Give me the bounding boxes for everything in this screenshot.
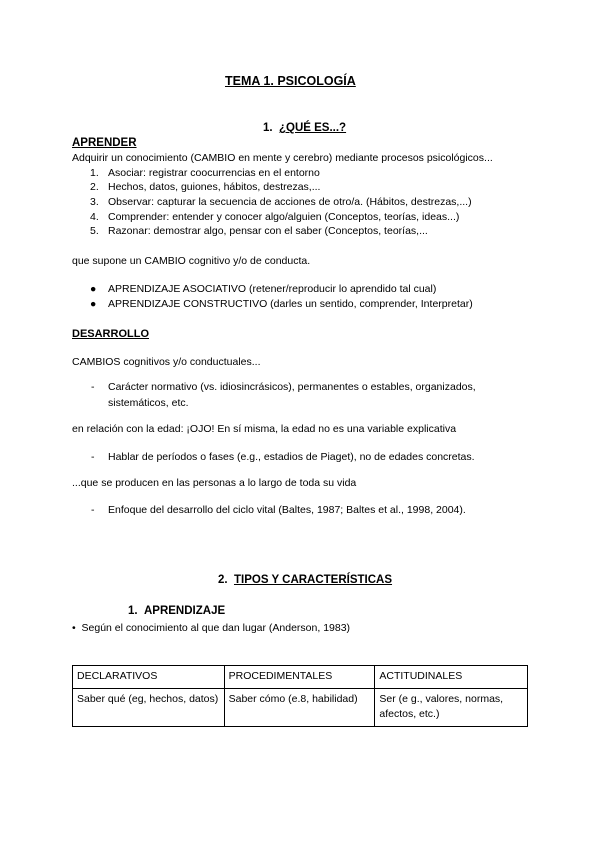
dash-item: Hablar de períodos o fases (e.g., estadios de Piaget), no de edades concretas.: [108, 451, 475, 463]
list-item: Hechos, datos, guiones, hábitos, destrezas,...: [108, 181, 321, 193]
table-header-cell: ACTITUDINALES: [375, 666, 528, 689]
aprender-heading: APRENDER: [72, 137, 137, 149]
section-2-number: 2.: [218, 574, 228, 586]
list-item-number: 4.: [90, 211, 99, 223]
desarrollo-relation: en relación con la edad: ¡OJO! En sí misma, la edad no es una variable explicativa: [72, 423, 457, 435]
aprender-intro: Adquirir un conocimiento (CAMBIO en mente y cerebro) mediante procesos psicológicos...: [72, 152, 493, 164]
table-cell: Saber qué (eg, hechos, datos): [73, 689, 225, 727]
bullet-dot-icon: •: [72, 622, 76, 634]
subsection-bullet-text: Según el conocimiento al que dan lugar (Anderson, 1983): [81, 622, 351, 634]
bullet-item: APRENDIZAJE ASOCIATIVO (retener/reproducir lo aprendido tal cual): [108, 283, 437, 295]
subsection-label: APRENDIZAJE: [143, 605, 226, 617]
list-item-number: 3.: [90, 196, 99, 208]
list-item: Asociar: registrar coocurrencias en el entorno: [108, 167, 320, 179]
dash-icon: -: [91, 381, 95, 393]
dash-item: Enfoque del desarrollo del ciclo vital (Baltes, 1987; Baltes et al., 1998, 2004).: [108, 504, 466, 516]
section-2-label: TIPOS Y CARACTERÍSTICAS: [233, 574, 393, 586]
desarrollo-lifespan: ...que se producen en las personas a lo largo de toda su vida: [72, 477, 357, 489]
dash-icon: -: [91, 504, 95, 516]
list-item: Razonar: demostrar algo, pensar con el saber (Conceptos, teorías,...: [108, 225, 428, 237]
page-title: TEMA 1. PSICOLOGÍA: [225, 74, 356, 88]
dash-item-continuation: sistemáticos, etc.: [108, 397, 189, 409]
bullet-dot-icon: ●: [90, 298, 97, 310]
dash-item: Carácter normativo (vs. idiosincrásicos), permanentes o estables, organizados,: [108, 381, 476, 393]
list-item-number: 2.: [90, 181, 99, 193]
desarrollo-intro: CAMBIOS cognitivos y/o conductuales...: [72, 356, 261, 368]
table-header-cell: PROCEDIMENTALES: [224, 666, 375, 689]
section-1-number: 1.: [263, 122, 273, 134]
dash-icon: -: [91, 451, 95, 463]
list-item: Observar: capturar la secuencia de acciones de otro/a. (Hábitos, destrezas,...): [108, 196, 472, 208]
subsection-bullet: [72, 622, 350, 635]
table-cell: Saber cómo (e.8, habilidad): [224, 689, 375, 727]
list-item: Comprender: entender y conocer algo/alguien (Conceptos, teorías, ideas...): [108, 211, 460, 223]
aprender-conclusion: que supone un CAMBIO cognitivo y/o de conducta.: [72, 255, 311, 267]
table-header-cell: DECLARATIVOS: [73, 666, 225, 689]
bullet-dot-icon: ●: [90, 283, 97, 295]
table-cell: Ser (e g., valores, normas, afectos, etc.): [375, 689, 528, 727]
subsection-number: 1.: [128, 605, 138, 617]
section-1-heading: [263, 122, 346, 135]
bullet-item: APRENDIZAJE CONSTRUCTIVO (darles un sentido, comprender, Interpretar): [108, 298, 473, 310]
list-item-number: 5.: [90, 225, 99, 237]
knowledge-types-table: [72, 665, 528, 727]
table-row: [73, 689, 528, 727]
table-header-row: [73, 666, 528, 689]
subsection-heading: [128, 605, 225, 618]
section-1-label: ¿QUÉ ES...?: [278, 122, 347, 134]
list-item-number: 1.: [90, 167, 99, 179]
desarrollo-heading: DESARROLLO: [72, 328, 149, 340]
section-2-heading: [218, 574, 392, 587]
